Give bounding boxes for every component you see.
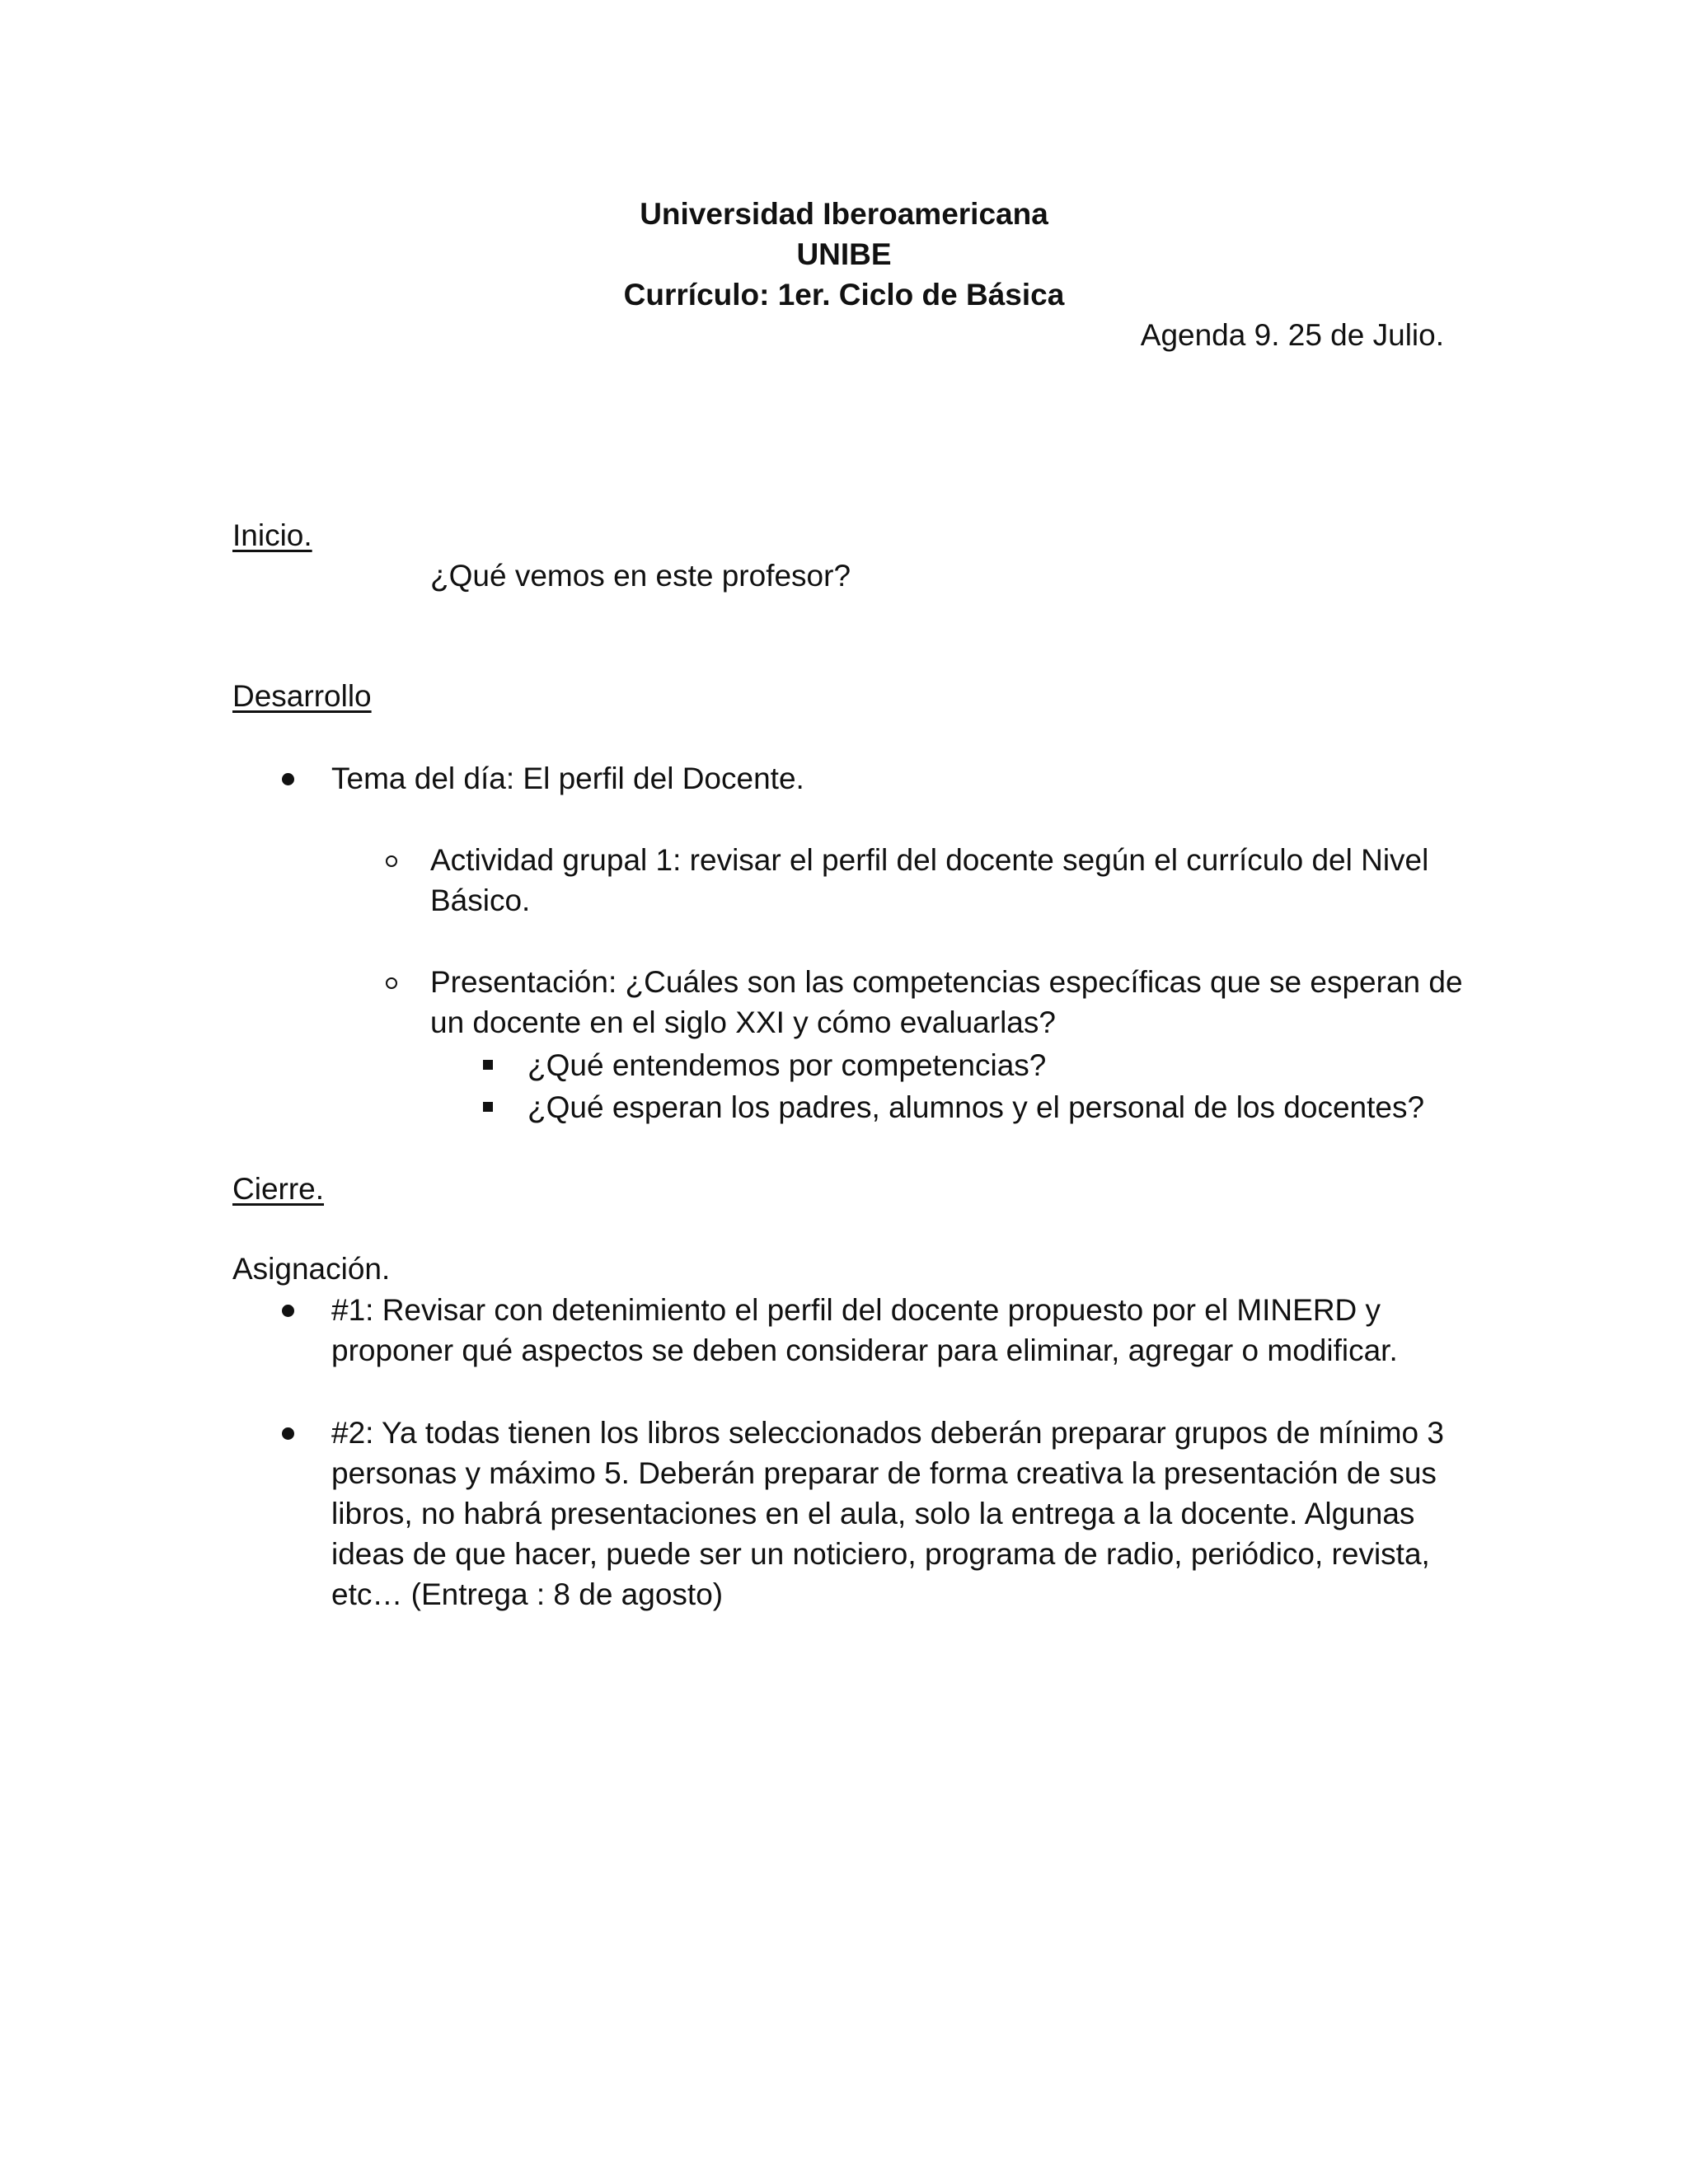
asignacion-1-line-1: #1: Revisar con detenimiento el perfil del docente propuesto por el MINERD y	[331, 1293, 1381, 1327]
asignacion-2-line-2: personas y máximo 5. Deberán preparar de forma creativa la presentación de sus	[331, 1456, 1437, 1490]
course-title: Currículo: 1er. Ciclo de Básica	[623, 278, 1065, 312]
bullet-disc-icon	[282, 1427, 294, 1440]
university-name: Universidad Iberoamericana	[640, 197, 1048, 231]
subitem-expectativas: ¿Qué esperan los padres, alumnos y el personal de los docentes?	[528, 1090, 1425, 1124]
desarrollo-heading: Desarrollo	[232, 679, 372, 713]
actividad-line-1: Actividad grupal 1: revisar el perfil del docente según el currículo del Nivel	[430, 843, 1429, 877]
bullet-circle-icon	[386, 977, 397, 989]
inicio-heading: Inicio.	[232, 518, 312, 552]
presentacion-line-2: un docente en el siglo XXI y cómo evaluarlas?	[430, 1005, 1056, 1039]
subitem-competencias: ¿Qué entendemos por competencias?	[528, 1048, 1047, 1082]
actividad-line-2: Básico.	[430, 883, 531, 917]
bullet-square-icon	[483, 1060, 493, 1070]
presentacion-line-1: Presentación: ¿Cuáles son las competencias específicas que se esperan de	[430, 965, 1463, 999]
inicio-question: ¿Qué vemos en este profesor?	[430, 559, 851, 593]
bullet-circle-icon	[386, 855, 397, 867]
asignacion-2-line-1: #2: Ya todas tienen los libros seleccionados deberán preparar grupos de mínimo 3	[331, 1416, 1444, 1450]
bullet-disc-icon	[282, 1305, 294, 1317]
asignacion-2-line-4: ideas de que hacer, puede ser un noticiero, programa de radio, periódico, revista,	[331, 1537, 1430, 1571]
bullet-disc-icon	[282, 773, 294, 785]
cierre-heading: Cierre.	[232, 1172, 325, 1206]
bullet-square-icon	[483, 1102, 493, 1112]
asignacion-2-line-5: etc… (Entrega : 8 de agosto)	[331, 1577, 724, 1611]
agenda-date: Agenda 9. 25 de Julio.	[1140, 318, 1444, 352]
asignacion-1-line-2: proponer qué aspectos se deben considerar para eliminar, agregar o modificar.	[331, 1333, 1398, 1367]
asignacion-heading: Asignación.	[232, 1252, 391, 1286]
university-acronym: UNIBE	[796, 237, 892, 271]
asignacion-2-line-3: libros, no habrá presentaciones en el aula, solo la entrega a la docente. Algunas	[331, 1497, 1415, 1530]
tema-del-dia: Tema del día: El perfil del Docente.	[331, 762, 804, 795]
